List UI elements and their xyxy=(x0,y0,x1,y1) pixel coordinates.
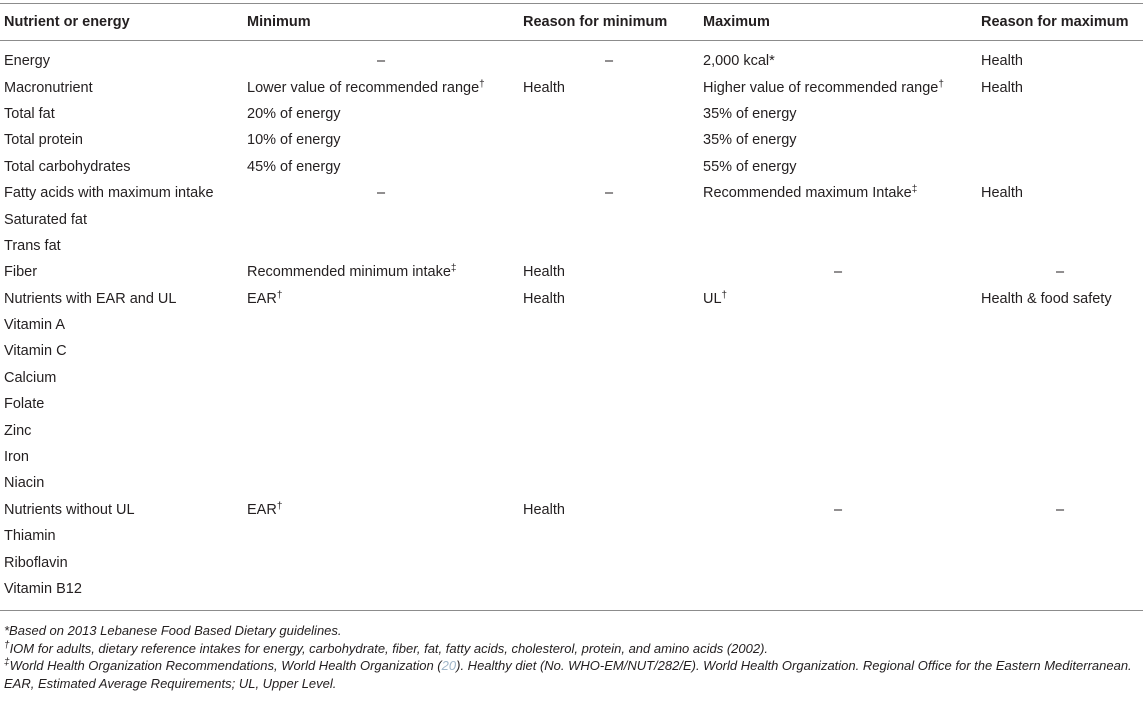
cell-reason-maximum xyxy=(977,74,1143,100)
cell-maximum xyxy=(699,74,977,100)
cell-maximum xyxy=(699,206,977,232)
cell-reason-maximum xyxy=(977,233,1143,259)
cell-reason-maximum-text: Health xyxy=(981,79,1023,96)
footnote-abbreviations: EAR, Estimated Average Requirements; UL, Upper Level. xyxy=(4,675,337,691)
table-row xyxy=(0,154,1143,180)
cell-reason-minimum-text: Health xyxy=(523,264,565,281)
cell-reason-minimum xyxy=(519,523,699,549)
cell-nutrient xyxy=(0,312,243,338)
cell-reason-minimum xyxy=(519,180,699,206)
header-nutrient: Nutrient or energy xyxy=(4,14,130,30)
cell-reason-minimum xyxy=(519,259,699,285)
cell-reason-minimum xyxy=(519,470,699,496)
cell-reason-maximum xyxy=(977,41,1143,75)
cell-nutrient xyxy=(0,576,243,611)
cell-reason-maximum xyxy=(977,365,1143,391)
cell-minimum xyxy=(243,365,519,391)
table-header-row xyxy=(0,4,1143,41)
cell-reason-minimum xyxy=(519,127,699,153)
cell-maximum xyxy=(699,365,977,391)
cell-maximum xyxy=(699,576,977,611)
cell-minimum xyxy=(243,180,519,206)
footnote-mark: † xyxy=(276,500,283,512)
cell-reason-maximum-text: Health xyxy=(981,53,1023,70)
table-footnotes xyxy=(4,622,1140,692)
cell-reason-maximum xyxy=(977,549,1143,575)
cell-reason-maximum-text: Health xyxy=(981,185,1023,202)
cell-nutrient-text: Fiber xyxy=(4,264,38,281)
cell-minimum-text: – xyxy=(376,53,386,70)
header-reason-maximum: Reason for maximum xyxy=(981,14,1129,30)
cell-nutrient xyxy=(0,41,243,75)
cell-minimum-text: EAR xyxy=(247,501,277,518)
cell-nutrient-text: Vitamin C xyxy=(4,343,67,360)
cell-nutrient xyxy=(0,127,243,153)
table-row xyxy=(0,41,1143,75)
cell-minimum-text: Recommended minimum intake xyxy=(247,264,451,281)
footnote-mark: ‡ xyxy=(450,263,457,275)
cell-nutrient xyxy=(0,74,243,100)
header-maximum: Maximum xyxy=(703,14,770,30)
cell-minimum xyxy=(243,101,519,127)
cell-nutrient-text: Saturated fat xyxy=(4,211,88,228)
cell-nutrient xyxy=(0,417,243,443)
cell-maximum xyxy=(699,180,977,206)
cell-maximum xyxy=(699,101,977,127)
table-row xyxy=(0,74,1143,100)
cell-reason-minimum xyxy=(519,338,699,364)
footnote-mark: ‡ xyxy=(911,184,918,196)
cell-nutrient xyxy=(0,180,243,206)
cell-reason-maximum xyxy=(977,523,1143,549)
footnote-mark: † xyxy=(721,289,728,301)
cell-nutrient-text: Nutrients with EAR and UL xyxy=(4,290,177,307)
cell-minimum-text: Lower value of recommended range xyxy=(247,79,480,96)
cell-minimum xyxy=(243,74,519,100)
footnote-who xyxy=(4,657,1140,675)
cell-nutrient xyxy=(0,391,243,417)
cell-nutrient xyxy=(0,470,243,496)
cell-reason-maximum xyxy=(977,470,1143,496)
cell-maximum xyxy=(699,259,977,285)
cell-nutrient xyxy=(0,365,243,391)
cell-nutrient-text: Energy xyxy=(4,53,50,70)
table-row xyxy=(0,444,1143,470)
cell-minimum xyxy=(243,259,519,285)
cell-nutrient-text: Macronutrient xyxy=(4,79,93,96)
cell-maximum xyxy=(699,549,977,575)
cell-nutrient xyxy=(0,338,243,364)
cell-maximum xyxy=(699,41,977,75)
footnote-iom-text: IOM for adults, dietary reference intakes for energy, carbohydrate, fiber, fat, fatty acids, cholesterol, protein, and amino acids (2002). xyxy=(9,640,769,656)
cell-maximum xyxy=(699,338,977,364)
double-dagger-mark: ‡ xyxy=(4,657,10,668)
cell-reason-minimum xyxy=(519,549,699,575)
cell-nutrient-text: Total carbohydrates xyxy=(4,158,131,175)
table-row xyxy=(0,127,1143,153)
cell-reason-minimum xyxy=(519,391,699,417)
cell-reason-maximum xyxy=(977,101,1143,127)
cell-maximum-text: 35% of energy xyxy=(703,105,797,122)
table-row xyxy=(0,497,1143,523)
header-reason-minimum: Reason for minimum xyxy=(523,14,668,30)
table-row xyxy=(0,365,1143,391)
cell-reason-minimum-text: Health xyxy=(523,501,565,518)
cell-minimum xyxy=(243,286,519,312)
footnote-mark: † xyxy=(276,289,283,301)
cell-nutrient-text: Thiamin xyxy=(4,528,56,545)
cell-minimum xyxy=(243,549,519,575)
cell-maximum xyxy=(699,497,977,523)
cell-reason-minimum xyxy=(519,233,699,259)
cell-maximum-text: – xyxy=(833,264,843,281)
cell-maximum-text: UL xyxy=(703,290,722,307)
cell-maximum xyxy=(699,312,977,338)
cell-reason-maximum xyxy=(977,391,1143,417)
cell-nutrient xyxy=(0,444,243,470)
cell-minimum xyxy=(243,391,519,417)
cell-nutrient-text: Total fat xyxy=(4,105,55,122)
table-row xyxy=(0,101,1143,127)
cell-minimum xyxy=(243,206,519,232)
cell-minimum xyxy=(243,576,519,611)
cell-nutrient xyxy=(0,497,243,523)
cell-maximum xyxy=(699,127,977,153)
cell-reason-maximum xyxy=(977,127,1143,153)
table-row xyxy=(0,549,1143,575)
cell-nutrient-text: Calcium xyxy=(4,369,57,386)
cell-reason-minimum xyxy=(519,365,699,391)
cell-maximum xyxy=(699,154,977,180)
table-row xyxy=(0,417,1143,443)
table-row xyxy=(0,576,1143,611)
cell-reason-maximum-text: – xyxy=(1055,264,1065,281)
table-row xyxy=(0,523,1143,549)
cell-nutrient xyxy=(0,259,243,285)
cell-nutrient xyxy=(0,286,243,312)
cell-minimum-text: – xyxy=(376,185,386,202)
cell-nutrient xyxy=(0,206,243,232)
cell-maximum xyxy=(699,391,977,417)
cell-maximum-text: 2,000 kcal* xyxy=(703,53,775,70)
cell-reason-maximum xyxy=(977,312,1143,338)
header-minimum: Minimum xyxy=(247,14,311,30)
cell-nutrient-text: Folate xyxy=(4,396,45,413)
cell-minimum xyxy=(243,497,519,523)
footnote-who-text-a: World Health Organization Recommendations, World Health Organization ( xyxy=(9,658,442,673)
cell-nutrient xyxy=(0,101,243,127)
table-row xyxy=(0,233,1143,259)
cell-maximum xyxy=(699,470,977,496)
cell-minimum xyxy=(243,312,519,338)
cell-minimum-text: 20% of energy xyxy=(247,105,341,122)
cell-reason-maximum-text: Health & food safety xyxy=(981,290,1112,307)
cell-reason-minimum-text: Health xyxy=(523,79,565,96)
cell-reason-minimum xyxy=(519,417,699,443)
cell-minimum xyxy=(243,417,519,443)
cell-reason-minimum-text: – xyxy=(604,185,614,202)
cell-reason-maximum xyxy=(977,576,1143,611)
cell-reason-minimum xyxy=(519,286,699,312)
footnote-who-text-b: ). Healthy diet (No. WHO-EM/NUT/282/E). World Health Organization. Regional Office for the Eastern Mediterranean. xyxy=(456,658,1132,673)
cell-maximum-text: Higher value of recommended range xyxy=(703,79,939,96)
cell-nutrient xyxy=(0,233,243,259)
table-row xyxy=(0,180,1143,206)
cell-maximum-text: Recommended maximum Intake xyxy=(703,185,912,202)
cell-reason-minimum xyxy=(519,312,699,338)
cell-maximum-text: – xyxy=(833,501,843,518)
cell-minimum xyxy=(243,154,519,180)
cell-nutrient-text: Vitamin B12 xyxy=(4,581,82,597)
cell-reason-minimum xyxy=(519,576,699,611)
cell-maximum xyxy=(699,417,977,443)
cell-reason-maximum xyxy=(977,417,1143,443)
cell-reason-maximum xyxy=(977,180,1143,206)
cell-minimum xyxy=(243,127,519,153)
cell-reason-minimum xyxy=(519,101,699,127)
table-row xyxy=(0,470,1143,496)
cell-minimum xyxy=(243,470,519,496)
cell-nutrient-text: Trans fat xyxy=(4,237,61,254)
cell-reason-minimum xyxy=(519,497,699,523)
cell-maximum xyxy=(699,286,977,312)
cell-reason-maximum xyxy=(977,154,1143,180)
footnote-mark: † xyxy=(938,78,944,90)
cell-minimum xyxy=(243,233,519,259)
cell-minimum xyxy=(243,444,519,470)
cell-nutrient-text: Total protein xyxy=(4,132,83,149)
cell-nutrient xyxy=(0,549,243,575)
footnote-energy: *Based on 2013 Lebanese Food Based Dietary guidelines. xyxy=(4,623,342,638)
cell-reason-minimum-text: – xyxy=(604,53,614,70)
cell-nutrient-text: Riboflavin xyxy=(4,554,68,571)
table-row xyxy=(0,312,1143,338)
cell-maximum xyxy=(699,233,977,259)
cell-maximum-text: 55% of energy xyxy=(703,158,797,175)
cell-minimum xyxy=(243,41,519,75)
cell-minimum xyxy=(243,523,519,549)
nutrient-constraints-table xyxy=(0,3,1143,611)
cell-reason-maximum xyxy=(977,444,1143,470)
cell-reason-minimum xyxy=(519,444,699,470)
cell-reason-maximum xyxy=(977,206,1143,232)
cell-reason-minimum xyxy=(519,206,699,232)
cell-minimum-text: 45% of energy xyxy=(247,158,341,175)
cell-nutrient-text: Nutrients without UL xyxy=(4,501,135,518)
cell-minimum-text: EAR xyxy=(247,290,277,307)
cell-reason-maximum-text: – xyxy=(1055,501,1065,518)
table-row xyxy=(0,286,1143,312)
cell-reason-maximum xyxy=(977,338,1143,364)
footnote-mark: † xyxy=(479,78,485,90)
cell-reason-maximum xyxy=(977,259,1143,285)
cell-nutrient-text: Iron xyxy=(4,449,29,466)
cell-nutrient xyxy=(0,523,243,549)
cell-nutrient-text: Zinc xyxy=(4,422,32,439)
cell-maximum xyxy=(699,523,977,549)
cell-nutrient xyxy=(0,154,243,180)
cell-nutrient-text: Fatty acids with maximum intake xyxy=(4,185,214,202)
cell-reason-maximum xyxy=(977,497,1143,523)
footnote-iom xyxy=(4,640,1140,658)
cell-reason-maximum xyxy=(977,286,1143,312)
table-row xyxy=(0,338,1143,364)
cell-reason-minimum-text: Health xyxy=(523,290,565,307)
cell-nutrient-text: Vitamin A xyxy=(4,317,65,334)
cell-reason-minimum xyxy=(519,74,699,100)
cell-reason-minimum xyxy=(519,154,699,180)
cell-minimum-text: 10% of energy xyxy=(247,132,341,149)
table-row xyxy=(0,259,1143,285)
table-row xyxy=(0,206,1143,232)
table-body xyxy=(0,41,1143,611)
cell-maximum xyxy=(699,444,977,470)
cell-minimum xyxy=(243,338,519,364)
dagger-mark: † xyxy=(4,639,10,651)
cell-maximum-text: 35% of energy xyxy=(703,132,797,149)
cell-nutrient-text: Niacin xyxy=(4,475,45,492)
cell-reason-minimum xyxy=(519,41,699,75)
reference-link[interactable]: 20 xyxy=(441,658,457,673)
table-row xyxy=(0,391,1143,417)
